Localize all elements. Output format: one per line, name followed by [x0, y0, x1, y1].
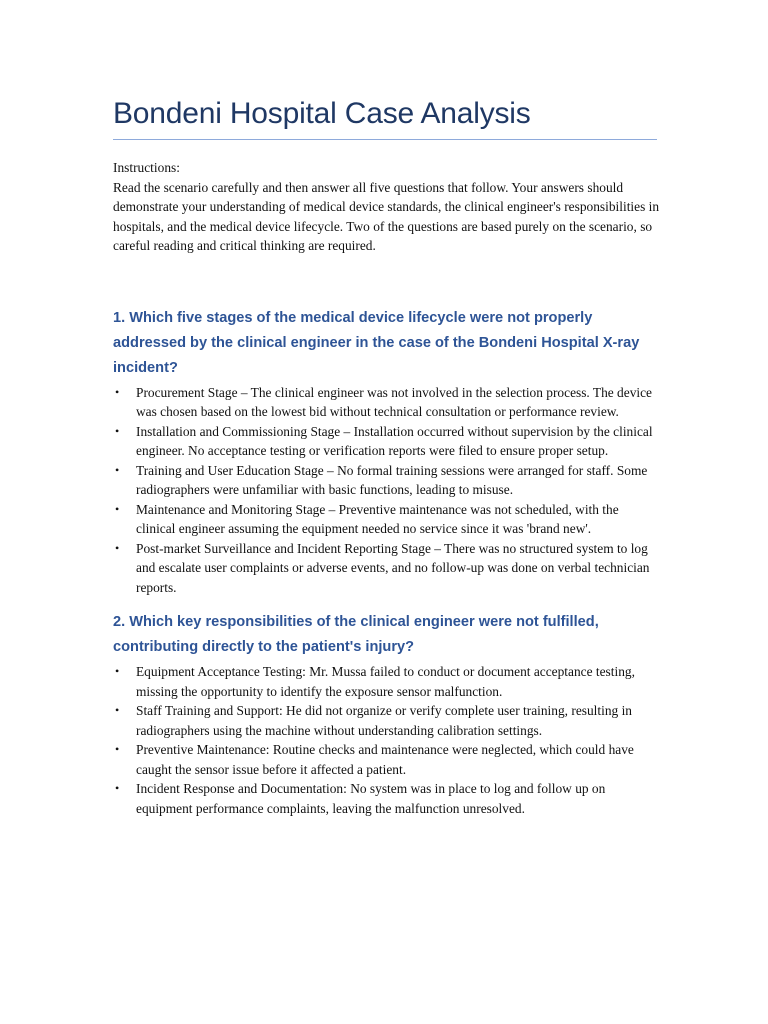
list-item [113, 740, 661, 779]
list-item [113, 461, 661, 500]
instructions-text: Read the scenario carefully and then answer all five questions that follow. Your answers should demonstrate your understanding of medical device standards, the clinical engineer's responsibilities in hospitals, and the medical device lifecycle. Two of the questions are based purely on the scenario, so careful reading and critical thinking are required. [113, 179, 660, 253]
list-item-text: Training and User Education Stage – No formal training sessions were arranged for staff. Some radiographers were unfamiliar with basic functions, leading to misuse. [136, 462, 648, 497]
bullet-icon: • [115, 501, 120, 516]
instructions-label: Instructions: [113, 160, 180, 175]
bullet-icon: • [115, 540, 120, 555]
list-item-text: Post-market Surveillance and Incident Reporting Stage – There was no structured system to log and escalate user complaints or adverse events, and no follow-up was done on verbal technician reports. [136, 540, 650, 595]
list-item [113, 662, 661, 701]
list-item-text: Preventive Maintenance: Routine checks and maintenance were neglected, which could have caught the sensor issue before it affected a patient. [136, 742, 634, 777]
list-item [113, 779, 661, 818]
bullet-icon: • [115, 664, 120, 678]
list-item-text: Equipment Acceptance Testing: Mr. Mussa failed to conduct or document acceptance testing, missing the opportunity to identify the exposure sensor malfunction. [136, 664, 635, 699]
list-item [113, 422, 661, 461]
title-underline [113, 139, 657, 140]
list-item-text: Installation and Commissioning Stage – Installation occurred without supervision by the clinical engineer. No acceptance testing or verification reports were filed to ensure proper setup. [136, 423, 653, 458]
document-title: Bondeni Hospital Case Analysis [113, 97, 531, 130]
list-item-text: Maintenance and Monitoring Stage – Preventive maintenance was not scheduled, with the clinical engineer assuming the equipment needed no service since it was 'brand new'. [136, 501, 619, 536]
document-page [113, 95, 661, 818]
list-item [113, 539, 661, 598]
list-item-text: Incident Response and Documentation: No system was in place to log and follow up on equipment performance complaints, leaving the malfunction unresolved. [136, 781, 606, 816]
bullet-icon: • [115, 781, 120, 795]
bullet-icon: • [115, 462, 120, 477]
list-item-text: Procurement Stage – The clinical engineer was not involved in the selection process. The device was chosen based on the lowest bid without technical consultation or performance review. [136, 384, 652, 419]
bullet-icon: • [115, 742, 120, 756]
question-1-answer-list [113, 383, 661, 598]
question-2-section [113, 610, 661, 818]
bullet-icon: • [115, 423, 120, 438]
list-item [113, 383, 661, 422]
question-2-heading: 2. Which key responsibilities of the clinical engineer were not fulfilled, contributing directly to the patient's injury? [113, 614, 599, 655]
list-item [113, 701, 661, 740]
bullet-icon: • [115, 703, 120, 717]
list-item [113, 500, 661, 539]
question-1-heading: 1. Which five stages of the medical device lifecycle were not properly addressed by the clinical engineer in the case of the Bondeni Hospital X-ray incident? [113, 309, 640, 376]
list-item-text: Staff Training and Support: He did not organize or verify complete user training, resulting in radiographers using the machine without understanding calibration settings. [136, 703, 632, 738]
bullet-icon: • [115, 384, 120, 399]
question-1-section [113, 306, 661, 598]
question-2-answer-list [113, 662, 661, 818]
